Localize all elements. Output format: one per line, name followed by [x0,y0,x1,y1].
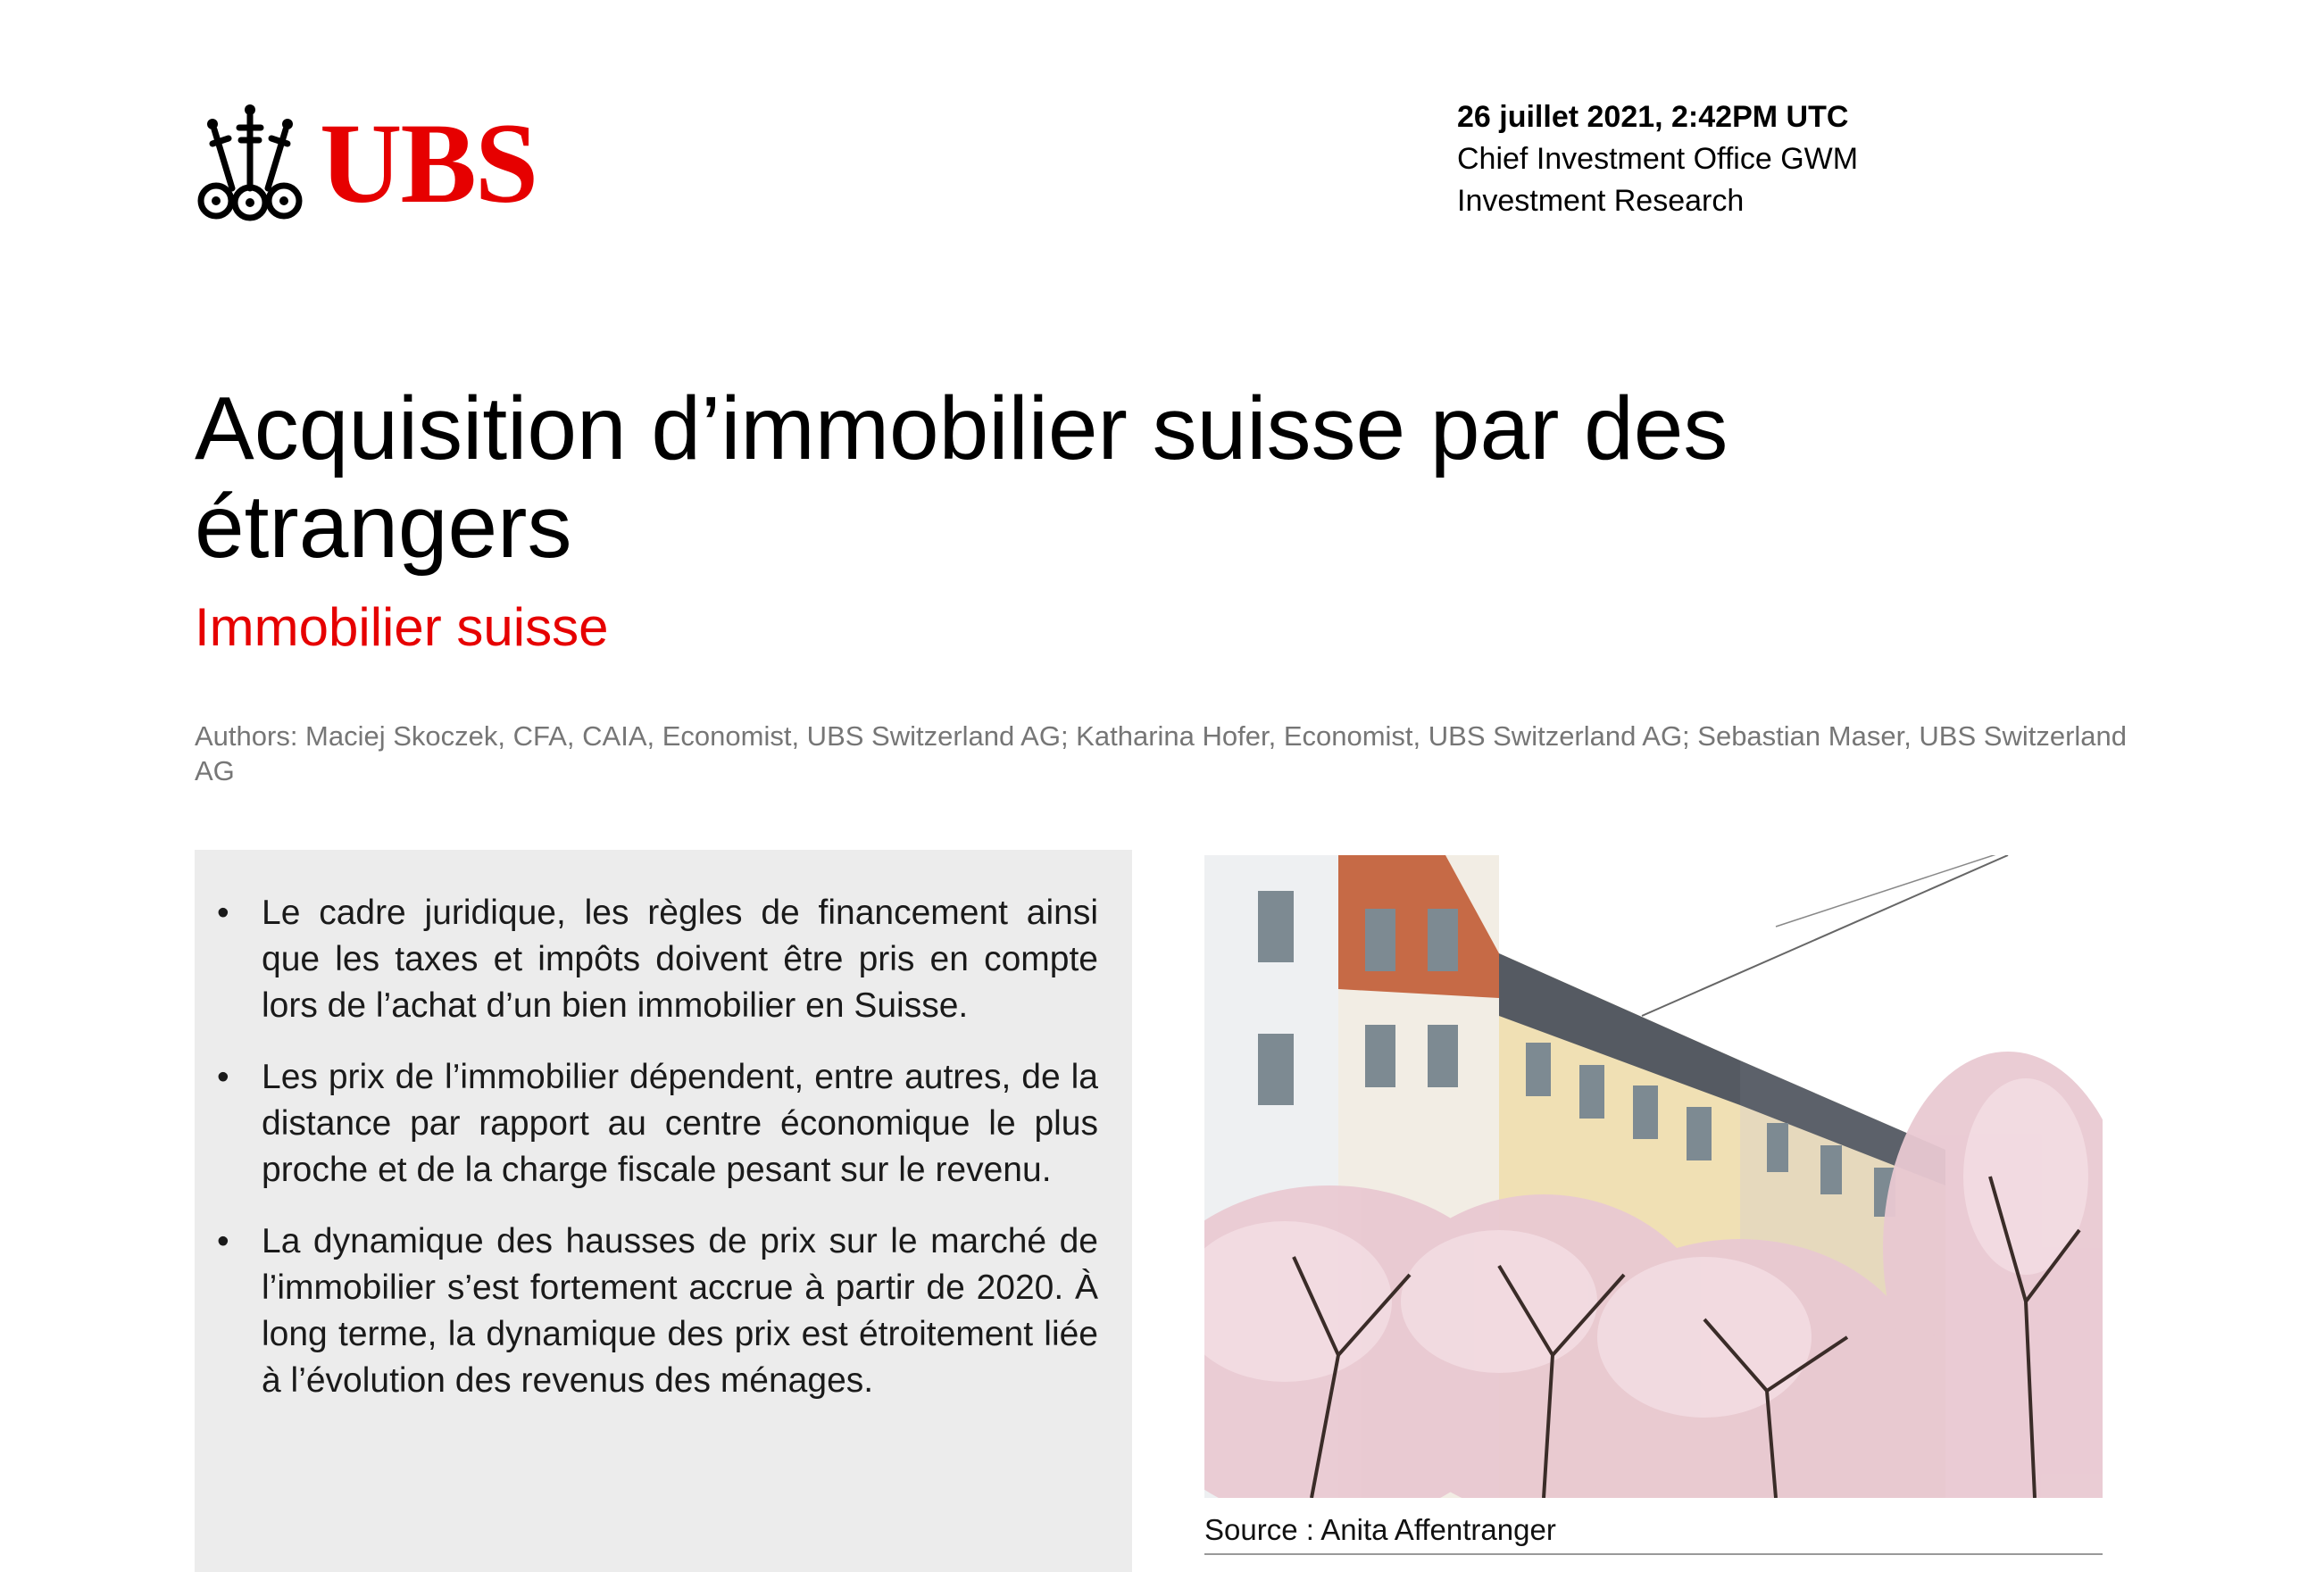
brand-name: UBS [320,100,537,227]
report-department: Investment Research [1457,184,1745,218]
report-office: Chief Investment Office GWM [1457,142,1859,176]
photo-buildings-blossoms [1204,855,2103,1498]
bullet-icon: • [217,1222,229,1260]
page-subtitle: Immobilier suisse [195,597,609,657]
bullet-icon: • [217,1058,229,1096]
summary-item-text: La dynamique des hausses de prix sur le marché de l’immobilier s’est fortement accrue à partir de 2020. À long terme, la dynamique des prix est étroitement liée à l’évolution des revenus des ménages. [262,1222,1098,1400]
report-meta [1457,96,1858,222]
page-title: Acquisition d’immobilier suisse par des étrangers [195,378,1728,577]
summary-list [195,890,1132,1429]
photo-illustration [1204,855,2103,1498]
summary-item-text: Le cadre juridique, les règles de financement ainsi que les taxes et impôts doivent être pris en compte lors de l’achat d’un bien immobilier en Suisse. [262,894,1098,1025]
summary-box [195,850,1132,1572]
authors-line: Authors: Maciej Skoczek, CFA, CAIA, Economist, UBS Switzerland AG; Katharina Hofer, Economist, UBS Switzerland AG; Sebastian Maser, UBS Switzerland AG [195,720,2128,786]
summary-item [195,1054,1132,1194]
caption-divider [1204,1553,2103,1555]
three-keys-icon [195,103,306,228]
bullet-icon: • [217,894,229,932]
photo-caption: Source : Anita Affentranger [1204,1513,1556,1546]
report-date: 26 juillet 2021, 2:42PM UTC [1457,100,1849,134]
ubs-logo [195,100,537,228]
summary-item [195,890,1132,1029]
summary-item [195,1219,1132,1404]
summary-item-text: Les prix de l’immobilier dépendent, entre autres, de la distance par rapport au centre économique le plus proche et de la charge fiscale pesant sur le revenu. [262,1058,1098,1189]
